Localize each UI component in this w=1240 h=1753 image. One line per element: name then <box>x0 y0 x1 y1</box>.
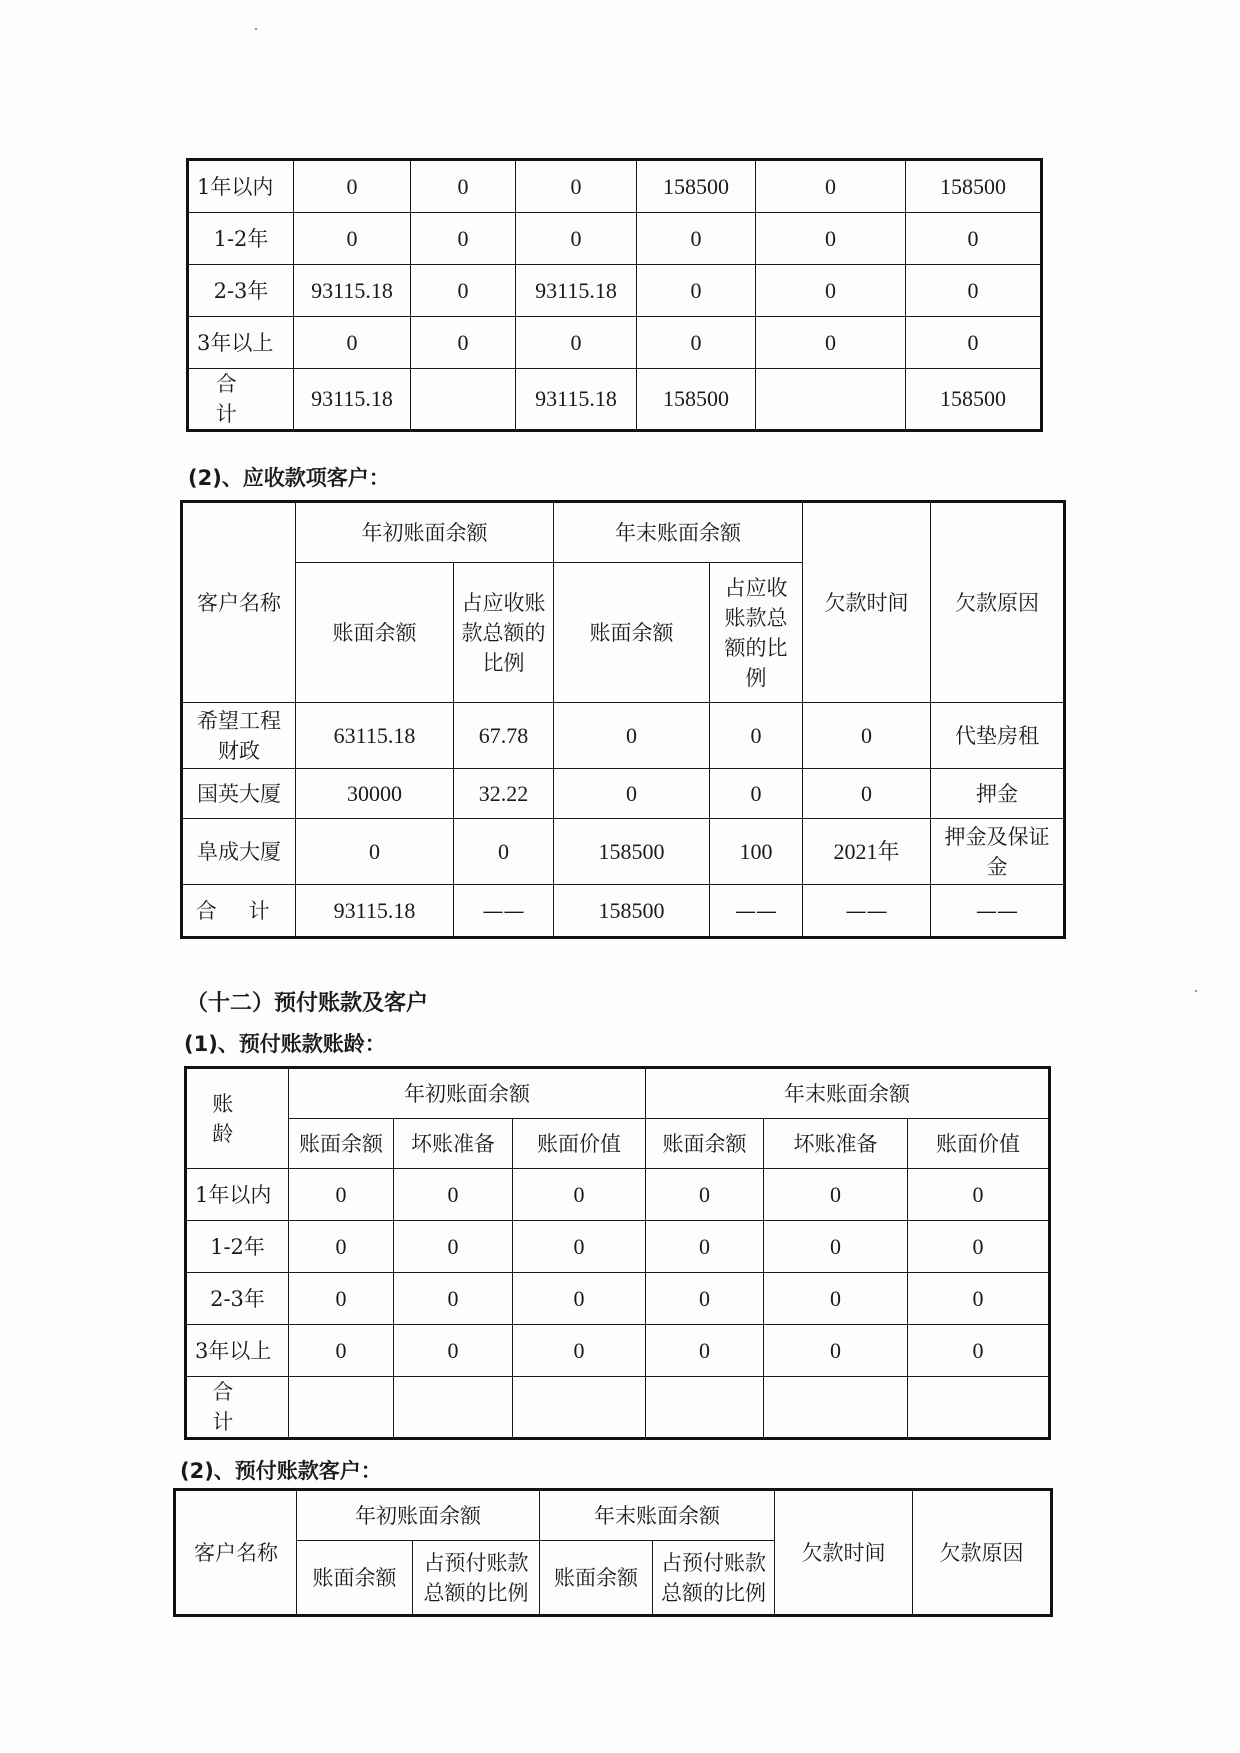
cell: 0 <box>289 1325 394 1377</box>
cell <box>646 1377 764 1438</box>
cell: 0 <box>637 213 756 265</box>
section-heading: (2)、应收款项客户： <box>188 466 390 490</box>
end-ratio: 0 <box>710 769 803 819</box>
cell: 0 <box>513 1221 646 1273</box>
header-end-balance: 账面余额 <box>540 1541 653 1615</box>
cell <box>908 1377 1049 1438</box>
header-book-balance: 账面余额 <box>646 1119 764 1169</box>
begin-balance: 63115.18 <box>296 703 454 769</box>
cell <box>764 1377 908 1438</box>
cell <box>411 369 516 430</box>
header-debt-reason: 欠款原因 <box>931 503 1064 703</box>
header-row <box>176 1491 1051 1541</box>
header-row <box>187 1069 1049 1119</box>
header-row <box>187 1119 1049 1169</box>
cell: 0 <box>646 1221 764 1273</box>
debt-reason: 押金 <box>931 769 1064 819</box>
header-customer-name: 客户名称 <box>183 503 296 703</box>
row-label: 1-2年 <box>187 1221 289 1273</box>
cell: 0 <box>637 317 756 369</box>
cell: 0 <box>764 1325 908 1377</box>
customer-name: 阜成大厦 <box>183 819 296 885</box>
cell: 0 <box>908 1273 1049 1325</box>
section-heading: (1)、预付账款账龄： <box>184 1032 386 1056</box>
header-begin-balance: 账面余额 <box>296 563 454 703</box>
header-end-ratio: 占预付账款总额的比例 <box>653 1541 775 1615</box>
debt-time: 2021年 <box>803 819 931 885</box>
cell: 0 <box>289 1221 394 1273</box>
header-book-balance: 账面余额 <box>289 1119 394 1169</box>
cell: 158500 <box>637 161 756 213</box>
end-balance: 0 <box>554 703 710 769</box>
header-end-balance-group: 年末账面余额 <box>540 1491 775 1541</box>
row-label: 2-3年 <box>189 265 294 317</box>
cell: 0 <box>908 1221 1049 1273</box>
cell: 0 <box>394 1221 513 1273</box>
row-label: 3年以上 <box>187 1325 289 1377</box>
table-row <box>187 1221 1049 1273</box>
total-row <box>189 369 1041 430</box>
header-row <box>183 503 1064 563</box>
table-row <box>189 213 1041 265</box>
cell: 0 <box>289 1273 394 1325</box>
cell: 0 <box>906 265 1041 317</box>
scan-speck <box>255 28 257 30</box>
begin-balance: 30000 <box>296 769 454 819</box>
end-ratio: —— <box>710 885 803 937</box>
cell: 0 <box>394 1273 513 1325</box>
begin-ratio: —— <box>454 885 554 937</box>
total-row <box>183 885 1064 937</box>
header-begin-balance-group: 年初账面余额 <box>296 503 554 563</box>
cell: 0 <box>637 265 756 317</box>
header-begin-ratio: 占预付账款总额的比例 <box>413 1541 540 1615</box>
header-book-value: 账面价值 <box>513 1119 646 1169</box>
section-title: （十二）预付账款及客户 <box>186 991 429 1016</box>
debt-reason: 代垫房租 <box>931 703 1064 769</box>
debt-time: —— <box>803 885 931 937</box>
cell: 0 <box>908 1325 1049 1377</box>
begin-ratio: 67.78 <box>454 703 554 769</box>
total-row <box>187 1377 1049 1438</box>
debt-reason: —— <box>931 885 1064 937</box>
header-end-ratio: 占应收账款总额的比例 <box>710 563 803 703</box>
cell: 93115.18 <box>294 265 411 317</box>
cell: 93115.18 <box>294 369 411 430</box>
cell: 0 <box>513 1169 646 1221</box>
cell: 93115.18 <box>516 369 637 430</box>
table-row <box>187 1325 1049 1377</box>
header-debt-time: 欠款时间 <box>803 503 931 703</box>
cell: 93115.18 <box>516 265 637 317</box>
cell: 0 <box>756 161 906 213</box>
cell: 0 <box>646 1325 764 1377</box>
cell: 0 <box>646 1169 764 1221</box>
cell: 158500 <box>906 369 1041 430</box>
row-label: 1年以内 <box>187 1169 289 1221</box>
cell: 0 <box>646 1273 764 1325</box>
row-label: 2-3年 <box>187 1273 289 1325</box>
row-label: 3年以上 <box>189 317 294 369</box>
table-row <box>183 819 1064 885</box>
begin-balance: 0 <box>296 819 454 885</box>
scan-speck <box>1195 990 1197 992</box>
header-end-balance-group: 年末账面余额 <box>646 1069 1049 1119</box>
end-balance: 158500 <box>554 819 710 885</box>
cell: 0 <box>764 1221 908 1273</box>
header-begin-balance: 账面余额 <box>297 1541 413 1615</box>
table-row <box>187 1273 1049 1325</box>
table-row <box>189 161 1041 213</box>
cell: 0 <box>513 1325 646 1377</box>
cell: 0 <box>906 213 1041 265</box>
cell: 0 <box>411 213 516 265</box>
cell: 158500 <box>637 369 756 430</box>
cell <box>289 1377 394 1438</box>
begin-ratio: 0 <box>454 819 554 885</box>
cell: 0 <box>516 213 637 265</box>
cell <box>756 369 906 430</box>
end-balance: 0 <box>554 769 710 819</box>
cell: 0 <box>294 161 411 213</box>
header-debt-reason: 欠款原因 <box>913 1491 1051 1615</box>
cell: 0 <box>908 1169 1049 1221</box>
table-row <box>187 1169 1049 1221</box>
receivables-aging-table <box>188 160 1041 430</box>
header-customer-name: 客户名称 <box>176 1491 297 1615</box>
cell <box>394 1377 513 1438</box>
cell: 0 <box>411 265 516 317</box>
cell: 0 <box>294 317 411 369</box>
header-age: 账 龄 <box>187 1069 289 1169</box>
header-begin-balance-group: 年初账面余额 <box>289 1069 646 1119</box>
end-ratio: 100 <box>710 819 803 885</box>
cell: 0 <box>411 161 516 213</box>
cell: 0 <box>756 317 906 369</box>
header-end-balance: 账面余额 <box>554 563 710 703</box>
table-row <box>183 703 1064 769</box>
cell: 0 <box>394 1325 513 1377</box>
cell: 158500 <box>906 161 1041 213</box>
prepayment-aging-table <box>186 1068 1049 1438</box>
header-begin-ratio: 占应收账款总额的比例 <box>454 563 554 703</box>
cell: 0 <box>906 317 1041 369</box>
cell: 0 <box>756 213 906 265</box>
customer-name: 希望工程财政 <box>183 703 296 769</box>
table-row <box>189 317 1041 369</box>
debt-time: 0 <box>803 703 931 769</box>
customer-name: 合 计 <box>183 885 296 937</box>
row-label: 合 计 <box>187 1377 289 1438</box>
row-label: 1年以内 <box>189 161 294 213</box>
header-bad-debt-provision: 坏账准备 <box>394 1119 513 1169</box>
cell: 0 <box>411 317 516 369</box>
debt-time: 0 <box>803 769 931 819</box>
debt-reason: 押金及保证金 <box>931 819 1064 885</box>
table-row <box>189 265 1041 317</box>
header-bad-debt-provision: 坏账准备 <box>764 1119 908 1169</box>
header-begin-balance-group: 年初账面余额 <box>297 1491 540 1541</box>
section-heading: (2)、预付账款客户： <box>180 1459 382 1483</box>
prepayment-customers-table <box>175 1490 1051 1615</box>
header-book-value: 账面价值 <box>908 1119 1049 1169</box>
header-end-balance-group: 年末账面余额 <box>554 503 803 563</box>
cell: 0 <box>516 317 637 369</box>
header-debt-time: 欠款时间 <box>775 1491 913 1615</box>
begin-balance: 93115.18 <box>296 885 454 937</box>
cell: 0 <box>289 1169 394 1221</box>
begin-ratio: 32.22 <box>454 769 554 819</box>
cell: 0 <box>764 1273 908 1325</box>
cell: 0 <box>294 213 411 265</box>
table-row <box>183 769 1064 819</box>
cell: 0 <box>764 1169 908 1221</box>
cell <box>513 1377 646 1438</box>
end-balance: 158500 <box>554 885 710 937</box>
cell: 0 <box>394 1169 513 1221</box>
cell: 0 <box>516 161 637 213</box>
customer-name: 国英大厦 <box>183 769 296 819</box>
receivables-customers-table <box>182 502 1064 937</box>
cell: 0 <box>756 265 906 317</box>
cell: 0 <box>513 1273 646 1325</box>
row-label: 合 计 <box>189 369 294 430</box>
end-ratio: 0 <box>710 703 803 769</box>
row-label: 1-2年 <box>189 213 294 265</box>
